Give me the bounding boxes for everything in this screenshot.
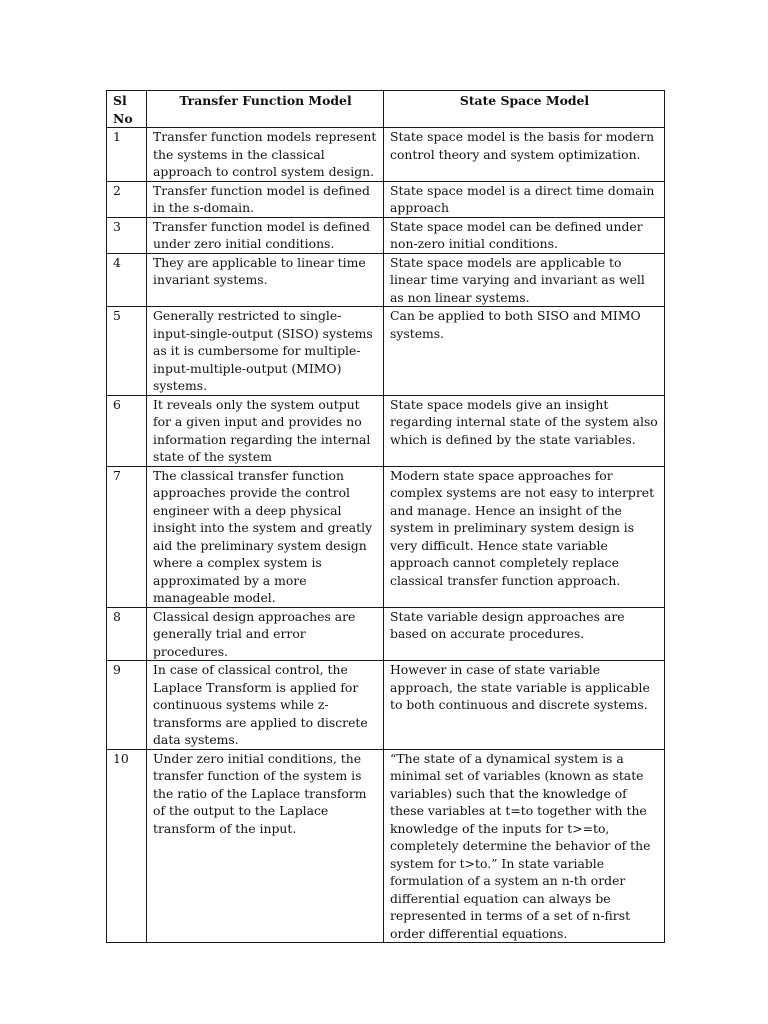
transfer-function-cell: It reveals only the system output for a given input and provides no information regarding the internal state of the system [147,395,384,466]
table-row [107,749,665,943]
state-space-cell: “The state of a dynamical system is a minimal set of variables (known as state variables) such that the knowledge of these variables at t=to together with the knowledge of the inputs for t>=to, completely determine the behavior of the system for t>to.” In state variable formulation of a system an n-th order differential equation can always be represented in terms of a set of n-first order differential equations. [384,749,665,943]
header-transfer-function-model: Transfer Function Model [147,91,384,128]
table-row [107,217,665,253]
row-number: 8 [107,607,147,661]
row-number: 5 [107,307,147,396]
row-number: 4 [107,253,147,307]
header-state-space-model: State Space Model [384,91,665,128]
state-space-cell: However in case of state variable approach, the state variable is applicable to both continuous and discrete systems. [384,661,665,750]
table-body [107,128,665,943]
row-number: 6 [107,395,147,466]
table-row [107,128,665,182]
row-number: 9 [107,661,147,750]
state-space-cell: State space models are applicable to linear time varying and invariant as well as non linear systems. [384,253,665,307]
state-space-cell: State variable design approaches are based on accurate procedures. [384,607,665,661]
row-number: 2 [107,181,147,217]
transfer-function-cell: In case of classical control, the Laplace Transform is applied for continuous systems while z-transforms are applied to discrete data systems. [147,661,384,750]
transfer-function-cell: Classical design approaches are generally trial and error procedures. [147,607,384,661]
state-space-cell: State space model can be defined under non-zero initial conditions. [384,217,665,253]
row-number: 10 [107,749,147,943]
table-row [107,661,665,750]
table-row [107,307,665,396]
state-space-cell: Modern state space approaches for complex systems are not easy to interpret and manage. Hence an insight of the system in preliminary system design is very difficult. Hence state variable approach cannot completely replace classical transfer function approach. [384,466,665,607]
transfer-function-cell: Under zero initial conditions, the transfer function of the system is the ratio of the Laplace transform of the output to the Laplace transform of the input. [147,749,384,943]
state-space-cell: Can be applied to both SISO and MIMO systems. [384,307,665,396]
transfer-function-cell: Transfer function models represent the systems in the classical approach to control system design. [147,128,384,182]
table-row [107,181,665,217]
state-space-cell: State space model is the basis for modern control theory and system optimization. [384,128,665,182]
table-header [107,91,665,128]
transfer-function-cell: Generally restricted to single-input-single-output (SISO) systems as it is cumbersome for multiple-input-multiple-output (MIMO) systems. [147,307,384,396]
header-row [107,91,665,128]
table-row [107,395,665,466]
row-number: 3 [107,217,147,253]
header-sl-no: Sl No [107,91,147,128]
table-row [107,466,665,607]
state-space-cell: State space model is a direct time domain approach [384,181,665,217]
table-row [107,607,665,661]
transfer-function-cell: Transfer function model is defined under zero initial conditions. [147,217,384,253]
transfer-function-cell: Transfer function model is defined in the s-domain. [147,181,384,217]
transfer-function-cell: They are applicable to linear time invariant systems. [147,253,384,307]
row-number: 7 [107,466,147,607]
state-space-cell: State space models give an insight regarding internal state of the system also which is defined by the state variables. [384,395,665,466]
table-row [107,253,665,307]
comparison-table [106,90,665,943]
transfer-function-cell: The classical transfer function approaches provide the control engineer with a deep physical insight into the system and greatly aid the preliminary system design where a complex system is approximated by a more manageable model. [147,466,384,607]
row-number: 1 [107,128,147,182]
